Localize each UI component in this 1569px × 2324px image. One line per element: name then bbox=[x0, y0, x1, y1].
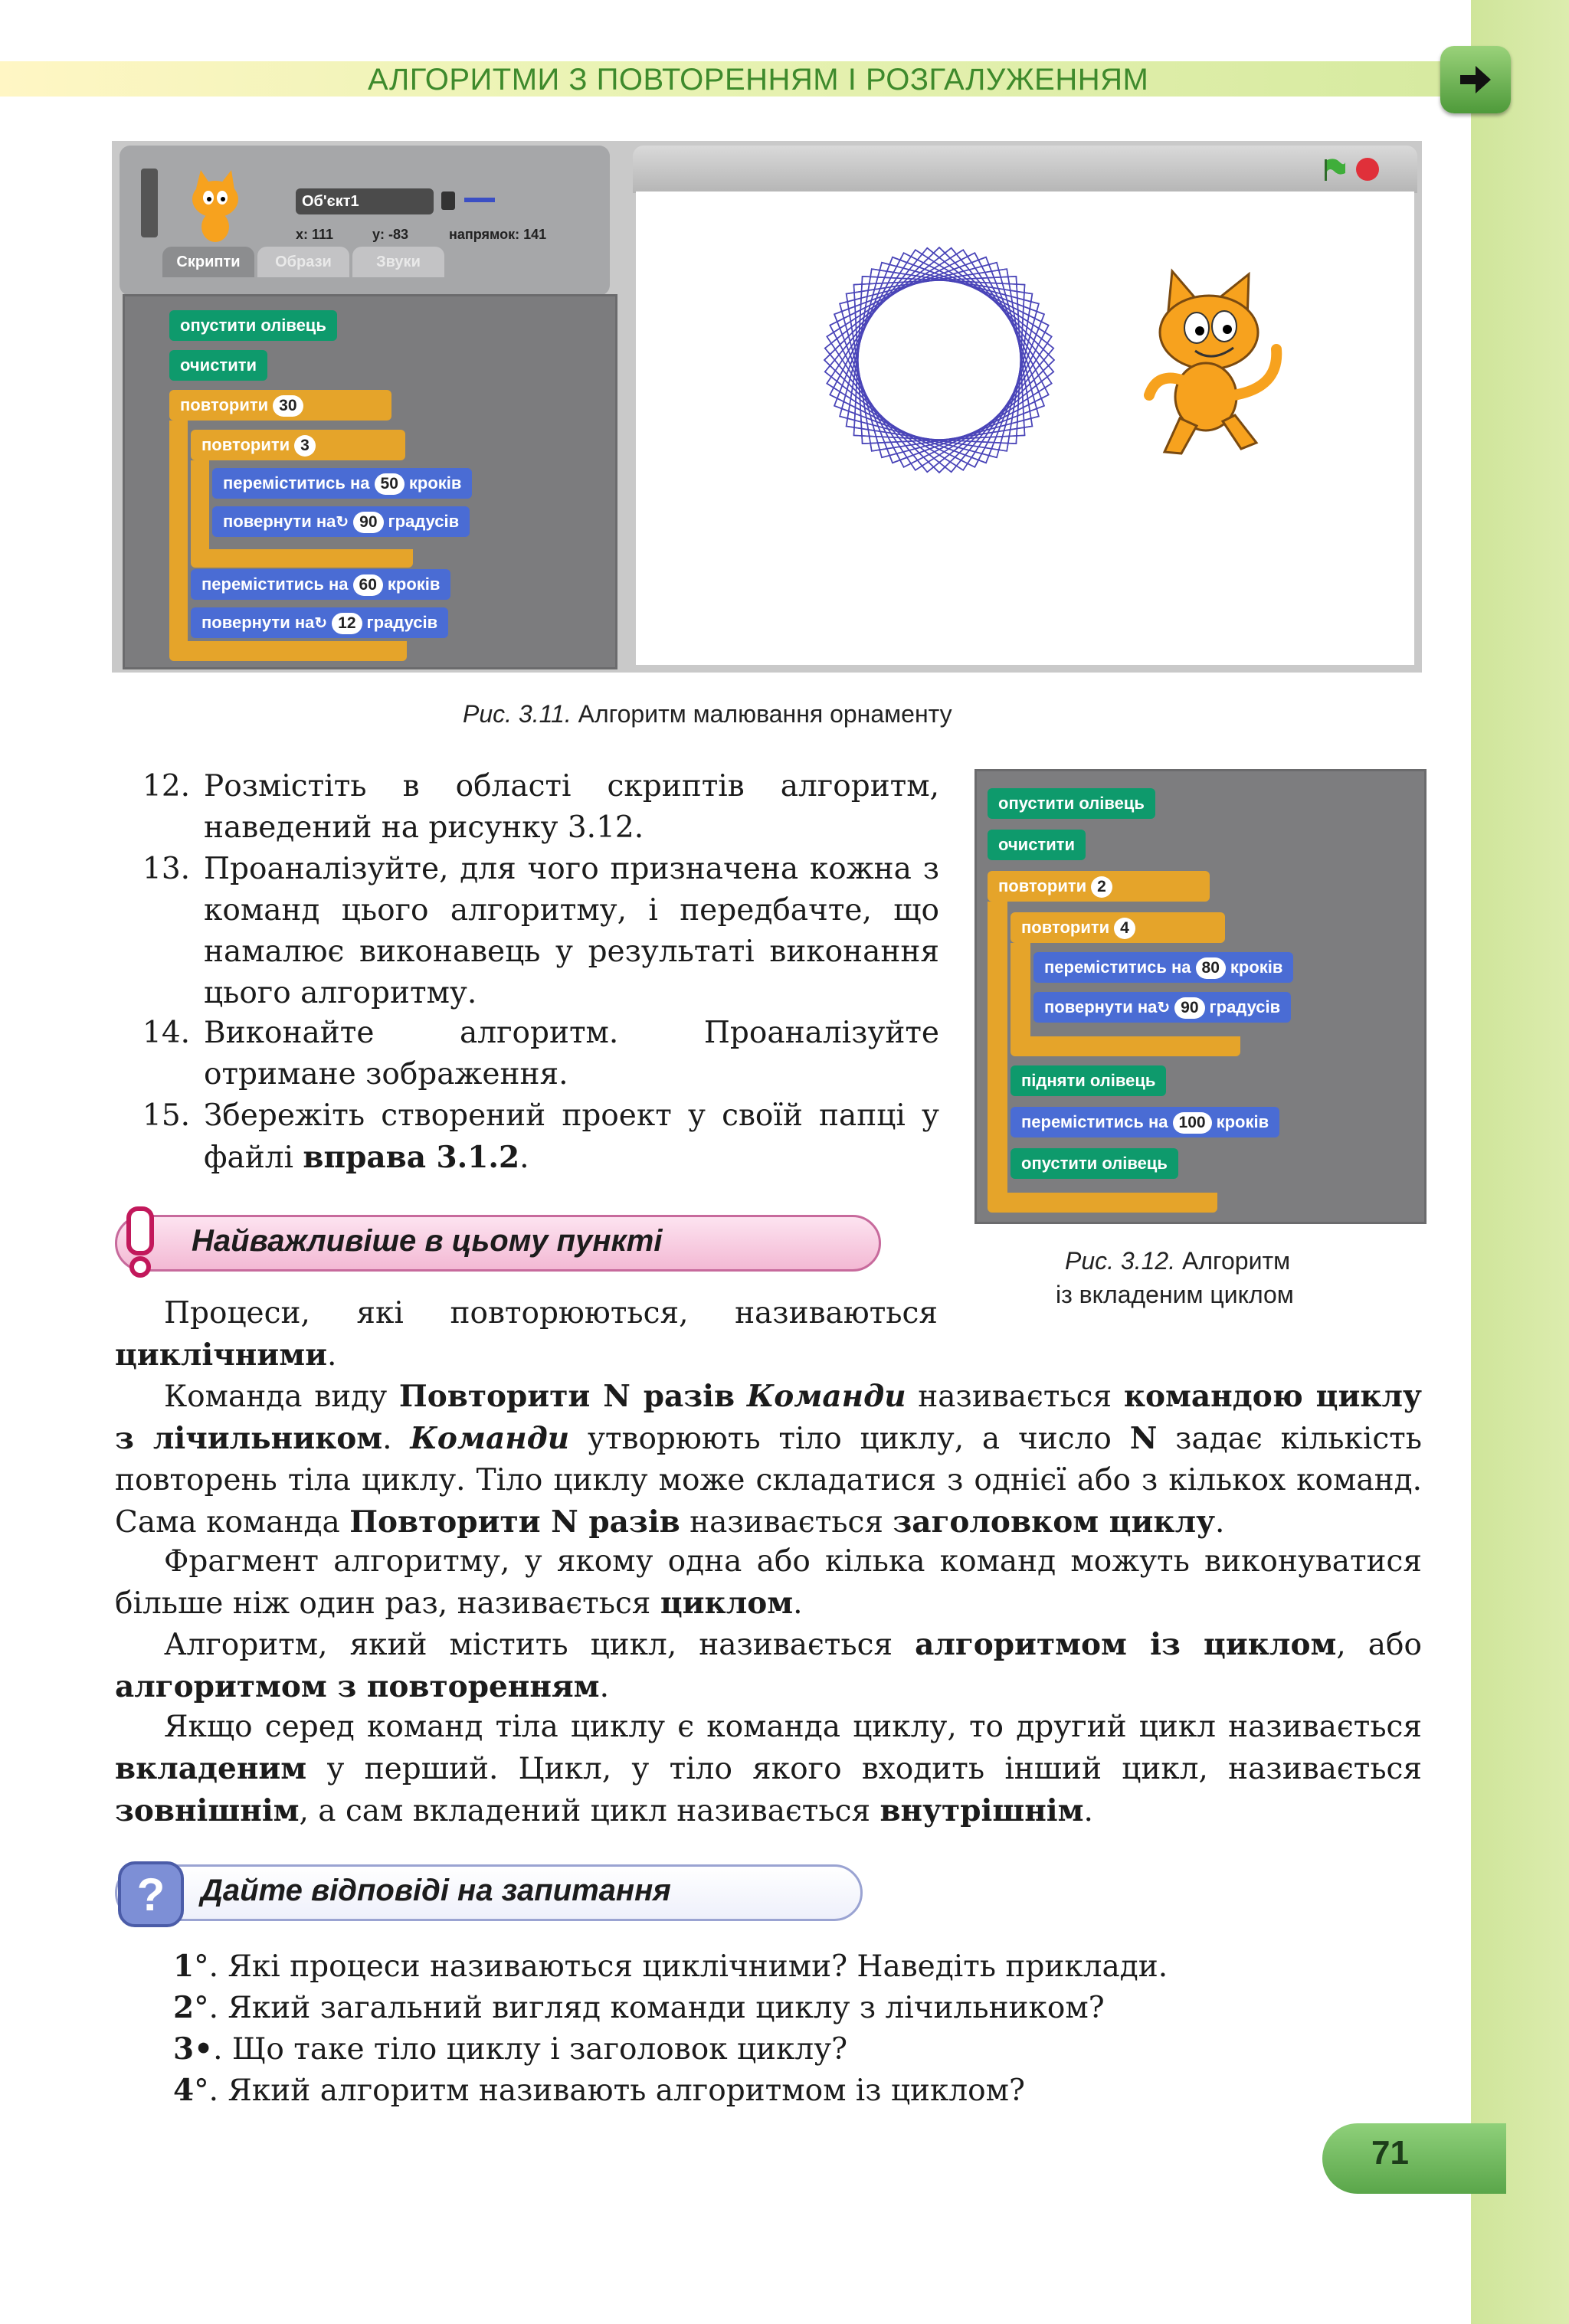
block-repeat-outer[interactable] bbox=[169, 390, 391, 421]
repeat-count[interactable]: 2 bbox=[1091, 876, 1112, 898]
step-text: Розмістіть в області скриптів алгоритм, наведений на рисунку 3.12. bbox=[204, 769, 939, 845]
ornament-drawing bbox=[801, 222, 1077, 498]
repeat-inner-end bbox=[191, 549, 413, 568]
term: заголовком циклу bbox=[893, 1504, 1216, 1540]
page-number: 71 bbox=[1371, 2134, 1409, 2172]
block-clear[interactable] bbox=[169, 350, 267, 381]
block-label: підняти олівець bbox=[1021, 1071, 1156, 1090]
block-label: повернути на bbox=[1044, 997, 1158, 1016]
move-steps[interactable]: 50 bbox=[375, 473, 405, 495]
move-steps[interactable]: 60 bbox=[353, 574, 383, 596]
block-pen-down[interactable] bbox=[988, 788, 1155, 819]
step-number: 13. bbox=[142, 852, 191, 886]
arrow-right-icon bbox=[1456, 60, 1495, 100]
stop-icon[interactable] bbox=[1356, 158, 1379, 181]
block-repeat-inner[interactable] bbox=[1011, 912, 1225, 943]
page-number-tab bbox=[1322, 2123, 1506, 2194]
block-pen-down[interactable] bbox=[169, 310, 337, 341]
block-label: повторити bbox=[180, 395, 269, 414]
difficulty-mark: ° bbox=[194, 2074, 209, 2108]
step-number: 15. bbox=[142, 1098, 191, 1133]
next-page-button[interactable] bbox=[1440, 46, 1511, 113]
block-label: повернути на bbox=[201, 613, 315, 632]
block-clear[interactable] bbox=[988, 830, 1086, 860]
block-label: опустити олівець bbox=[1021, 1154, 1168, 1173]
block-label: повернути на bbox=[223, 512, 336, 531]
step-text-part: . bbox=[519, 1141, 529, 1175]
tab-sounds[interactable]: Звуки bbox=[352, 247, 444, 277]
block-label: переміститись на bbox=[223, 473, 370, 493]
question-4 bbox=[173, 2070, 1025, 2112]
green-flag-icon[interactable] bbox=[1321, 156, 1347, 182]
figure-3-11-caption bbox=[463, 700, 952, 728]
question-text: . Що таке тіло циклу і заголовок циклу? bbox=[213, 2032, 848, 2067]
lock-icon[interactable] bbox=[441, 191, 455, 210]
term: Команди bbox=[746, 1379, 906, 1414]
text-run: у перший. Цикл, у тіло якого входить інший цикл, називається bbox=[306, 1752, 1422, 1786]
step-number: 12. bbox=[142, 769, 191, 804]
scripts-area bbox=[123, 294, 617, 669]
text-run: утворюють тіло циклу, а число bbox=[569, 1422, 1130, 1456]
sprite-info-panel bbox=[120, 146, 610, 296]
text-run: Алгоритм, який містить цикл, називається bbox=[164, 1628, 916, 1662]
text-run: . bbox=[1215, 1505, 1225, 1540]
repeat-inner-arm bbox=[1011, 943, 1030, 1044]
term: вкладеним bbox=[115, 1751, 307, 1786]
step-15 bbox=[142, 1095, 939, 1179]
cat-sprite-thumbnail-icon bbox=[181, 169, 250, 245]
text-run: називається bbox=[906, 1380, 1124, 1414]
step-number: 14. bbox=[142, 1016, 191, 1050]
term: алгоритмом із циклом bbox=[915, 1627, 1337, 1662]
block-label: переміститись на bbox=[1021, 1112, 1168, 1131]
block-turn-outer[interactable]: повернути на↻ 12 градусів bbox=[191, 607, 448, 638]
difficulty-mark: • bbox=[194, 2031, 214, 2067]
text-run: . bbox=[327, 1338, 337, 1373]
question-mark-icon bbox=[115, 1858, 187, 1930]
block-label: градусів bbox=[388, 512, 460, 531]
caption-text: Алгоритм малювання орнаменту bbox=[571, 700, 952, 728]
text-run: . bbox=[793, 1586, 803, 1621]
sprite-y: y: -83 bbox=[372, 227, 409, 242]
chapter-title: АЛГОРИТМИ З ПОВТОРЕННЯМ І РОЗГАЛУЖЕННЯМ bbox=[368, 63, 1149, 97]
text-run: задає кількість повторень тіла циклу. Тіло циклу може складатися з однієї або з кількох команд. Сама команда bbox=[115, 1422, 1422, 1540]
important-title: Найважливіше в цьому пункті bbox=[192, 1224, 663, 1258]
block-move-inner[interactable] bbox=[212, 468, 472, 499]
repeat-inner-arm bbox=[191, 460, 209, 555]
move-steps[interactable]: 80 bbox=[1196, 957, 1226, 979]
block-label: кроків bbox=[1230, 957, 1283, 977]
text-run: Фрагмент алгоритму, у якому одна або кілька команд можуть виконуватися більше ніж один раз, називається bbox=[115, 1544, 1422, 1621]
text-run: . bbox=[382, 1422, 411, 1456]
side-margin-strip bbox=[1471, 0, 1569, 2324]
figure-3-12-caption-line2: із вкладеним циклом bbox=[1056, 1281, 1294, 1308]
block-label: опустити олівець bbox=[180, 316, 326, 335]
paragraph-cyclic bbox=[115, 1293, 938, 1376]
stage-toolbar bbox=[633, 146, 1417, 193]
term: циклічними bbox=[115, 1337, 328, 1373]
file-name: вправа 3.1.2 bbox=[303, 1140, 520, 1175]
block-repeat-outer[interactable] bbox=[988, 871, 1210, 902]
step-14 bbox=[142, 1013, 939, 1095]
step-text: Виконайте алгоритм. Проаналізуйте отримане зображення. bbox=[204, 1016, 939, 1092]
question-2 bbox=[173, 1987, 1105, 2029]
paragraph-loop-command bbox=[115, 1376, 1422, 1543]
block-move-outer[interactable] bbox=[191, 569, 450, 600]
paragraph-nested-loop bbox=[115, 1707, 1422, 1832]
sprite-x: x: 111 bbox=[296, 227, 334, 242]
question-number: 1 bbox=[173, 1949, 195, 1984]
repeat-count[interactable]: 4 bbox=[1114, 918, 1135, 939]
block-label: очистити bbox=[180, 355, 257, 375]
question-number: 2 bbox=[173, 1990, 195, 2025]
step-12 bbox=[142, 766, 939, 849]
repeat-outer-arm bbox=[169, 421, 188, 644]
figure-3-12-script bbox=[974, 769, 1427, 1224]
term: внутрішнім bbox=[879, 1793, 1084, 1828]
block-label: кроків bbox=[1216, 1112, 1269, 1131]
block-pen-down-2[interactable] bbox=[1011, 1148, 1178, 1179]
block-turn-inner[interactable]: повернути на↻ 90 градусів bbox=[212, 506, 470, 537]
repeat-count[interactable]: 3 bbox=[294, 435, 316, 457]
block-move-inner[interactable] bbox=[1033, 952, 1293, 983]
repeat-outer-arm bbox=[988, 902, 1007, 1199]
text-run: Якщо серед команд тіла циклу є команда циклу, то другий цикл називається bbox=[164, 1710, 1422, 1744]
turn-degrees[interactable]: 90 bbox=[1174, 997, 1204, 1019]
question-text: . Які процеси називаються циклічними? Наведіть приклади. bbox=[208, 1949, 1168, 1984]
paragraph-loop-fragment bbox=[115, 1541, 1422, 1625]
sprite-name: Об'єкт1 bbox=[302, 193, 359, 210]
block-label: очистити bbox=[998, 835, 1076, 854]
tab-costumes[interactable]: Образи bbox=[257, 247, 349, 277]
block-label: повторити bbox=[201, 435, 290, 454]
repeat-count[interactable]: 30 bbox=[273, 395, 303, 417]
sprite-name-field[interactable] bbox=[296, 188, 434, 214]
term: командою циклу з лічильником bbox=[115, 1379, 1422, 1456]
questions-title: Дайте відповіді на запитання bbox=[201, 1874, 671, 1907]
term: Повторити N разів bbox=[349, 1504, 680, 1540]
question-number: 3 bbox=[173, 2031, 195, 2067]
turn-degrees[interactable]: 12 bbox=[332, 613, 362, 634]
block-label: градусів bbox=[1209, 997, 1281, 1016]
step-13 bbox=[142, 849, 939, 1014]
question-text: . Який алгоритм називають алгоритмом із циклом? bbox=[208, 2074, 1025, 2108]
text-run: . bbox=[1083, 1794, 1093, 1828]
caption-label: Рис. 3.12. bbox=[1065, 1247, 1176, 1275]
term: Повторити N разів bbox=[398, 1379, 735, 1414]
difficulty-mark: ° bbox=[194, 1991, 209, 2025]
term: алгоритмом з повторенням bbox=[115, 1669, 600, 1704]
question-text: . Який загальний вигляд команди циклу з лічильником? bbox=[208, 1991, 1105, 2025]
block-label: повторити bbox=[1021, 918, 1110, 937]
repeat-inner-end bbox=[1011, 1036, 1240, 1056]
caption-label: Рис. 3.11. bbox=[463, 700, 572, 728]
stage-canvas bbox=[636, 191, 1414, 665]
block-label: кроків bbox=[387, 574, 441, 594]
block-repeat-inner[interactable] bbox=[191, 430, 405, 460]
sprite-direction: напрямок: 141 bbox=[449, 227, 547, 242]
block-label: повторити bbox=[998, 876, 1087, 895]
question-1 bbox=[173, 1946, 1168, 1988]
question-number: 4 bbox=[173, 2073, 195, 2108]
tab-scripts[interactable]: Скрипти bbox=[162, 247, 254, 277]
exclamation-icon bbox=[118, 1206, 164, 1279]
text-run: Команда виду bbox=[164, 1380, 399, 1414]
term: N bbox=[1129, 1421, 1158, 1456]
paragraph-algorithm-with-loop bbox=[115, 1624, 1422, 1708]
block-label: градусів bbox=[366, 613, 438, 632]
term: циклом bbox=[660, 1586, 794, 1621]
text-run: , або bbox=[1336, 1628, 1423, 1662]
text-run: . bbox=[599, 1670, 609, 1704]
block-move-outer[interactable] bbox=[1011, 1107, 1279, 1137]
text-run: Процеси, які повторюються, називаються bbox=[164, 1296, 938, 1331]
term: зовнішнім bbox=[115, 1793, 300, 1828]
term: Команди bbox=[410, 1421, 570, 1456]
cat-sprite-icon bbox=[1126, 265, 1295, 464]
text-run: , а сам вкладений цикл називається bbox=[299, 1794, 880, 1828]
ornament-center bbox=[933, 354, 945, 366]
move-steps[interactable]: 100 bbox=[1173, 1112, 1212, 1134]
step-text-part: Збережіть створений проект у своїй папці у файлі bbox=[204, 1098, 939, 1175]
question-3 bbox=[173, 2028, 847, 2070]
block-label: переміститись на bbox=[1044, 957, 1191, 977]
block-pen-up[interactable] bbox=[1011, 1065, 1166, 1096]
direction-indicator bbox=[464, 198, 495, 202]
text-run: називається bbox=[680, 1505, 893, 1540]
block-label: переміститись на bbox=[201, 574, 349, 594]
turn-degrees[interactable]: 90 bbox=[353, 512, 383, 533]
repeat-outer-end bbox=[988, 1193, 1217, 1213]
difficulty-mark: ° bbox=[194, 1949, 209, 1984]
block-label: кроків bbox=[408, 473, 462, 493]
block-label: опустити олівець bbox=[998, 794, 1145, 813]
caption-text: Алгоритм bbox=[1175, 1247, 1291, 1275]
figure-3-12-caption-line1 bbox=[1065, 1247, 1290, 1275]
repeat-outer-end bbox=[169, 641, 407, 661]
block-turn-inner[interactable]: повернути на↻ 90 градусів bbox=[1033, 992, 1291, 1023]
step-text: Проаналізуйте, для чого призначена кожна з команд цього алгоритму, і передбачте, що намалює виконавець у результаті виконання цього алгоритму. bbox=[204, 852, 939, 1010]
figure-3-11-screenshot bbox=[112, 141, 1422, 673]
step-text bbox=[142, 1095, 939, 1179]
svg-text:?: ? bbox=[136, 1869, 165, 1920]
rotation-style-icons[interactable] bbox=[141, 169, 158, 237]
